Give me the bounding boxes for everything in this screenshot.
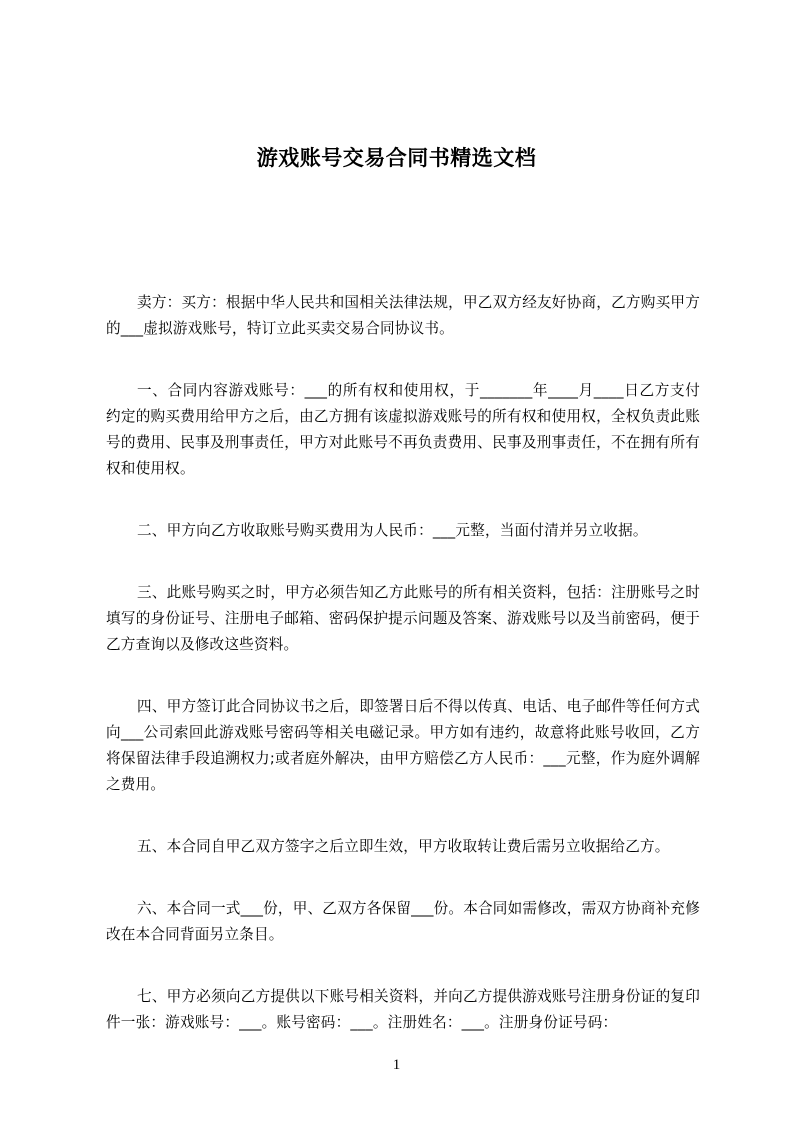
paragraph-clause-5: 五、本合同自甲乙双方签字之后立即生效，甲方收取转让费后需另立收据给乙方。 (137, 838, 670, 855)
paragraph-clause-1: 一、合同内容游戏账号：___的所有权和使用权，于_______年____月____日乙方支付约定的购买费用给甲方之后，由乙方拥有该虚拟游戏账号的所有权和使用权，全权负责此账号的费用、民事及刑事责任，甲方对此账号不再负责费用、民事及刑事责任，不在拥有所有权和使用权。 (106, 382, 700, 477)
paragraph-preamble: 卖方：买方：根据中华人民共和国相关法律法规，甲乙双方经友好协商，乙方购买甲方的___虚拟游戏账号，特订立此买卖交易合同协议书。 (106, 294, 700, 337)
paragraph-clause-6: 六、本合同一式___份，甲、乙双方各保留___份。本合同如需修改，需双方协商补充修改在本合同背面另立条目。 (106, 900, 700, 943)
document-title: 游戏账号交易合同书精选文档 (256, 146, 537, 170)
paragraph-clause-4: 四、甲方签订此合同协议书之后，即签署日后不得以传真、电话、电子邮件等任何方式向___公司索回此游戏账号密码等相关电磁记录。甲方如有违约，故意将此账号收回，乙方将保留法律手段追溯权力;或者庭外解决，由甲方赔偿乙方人民币：___元整，作为庭外调解之费用。 (106, 698, 700, 793)
page-number: 1 (392, 1057, 401, 1073)
paragraph-clause-2: 二、甲方向乙方收取账号购买费用为人民币：___元整，当面付清并另立收据。 (137, 522, 648, 539)
paragraph-clause-3: 三、此账号购买之时，甲方必须告知乙方此账号的所有相关资料，包括：注册账号之时填写的身份证号、注册电子邮箱、密码保护提示问题及答案、游戏账号以及当前密码，便于乙方查询以及修改这些资料。 (106, 584, 700, 653)
document-body (106, 290, 700, 1036)
paragraph-clause-7: 七、甲方必须向乙方提供以下账号相关资料，并向乙方提供游戏账号注册身份证的复印件一张：游戏账号：___。账号密码：___。注册姓名：___。注册身份证号码： (106, 988, 700, 1031)
